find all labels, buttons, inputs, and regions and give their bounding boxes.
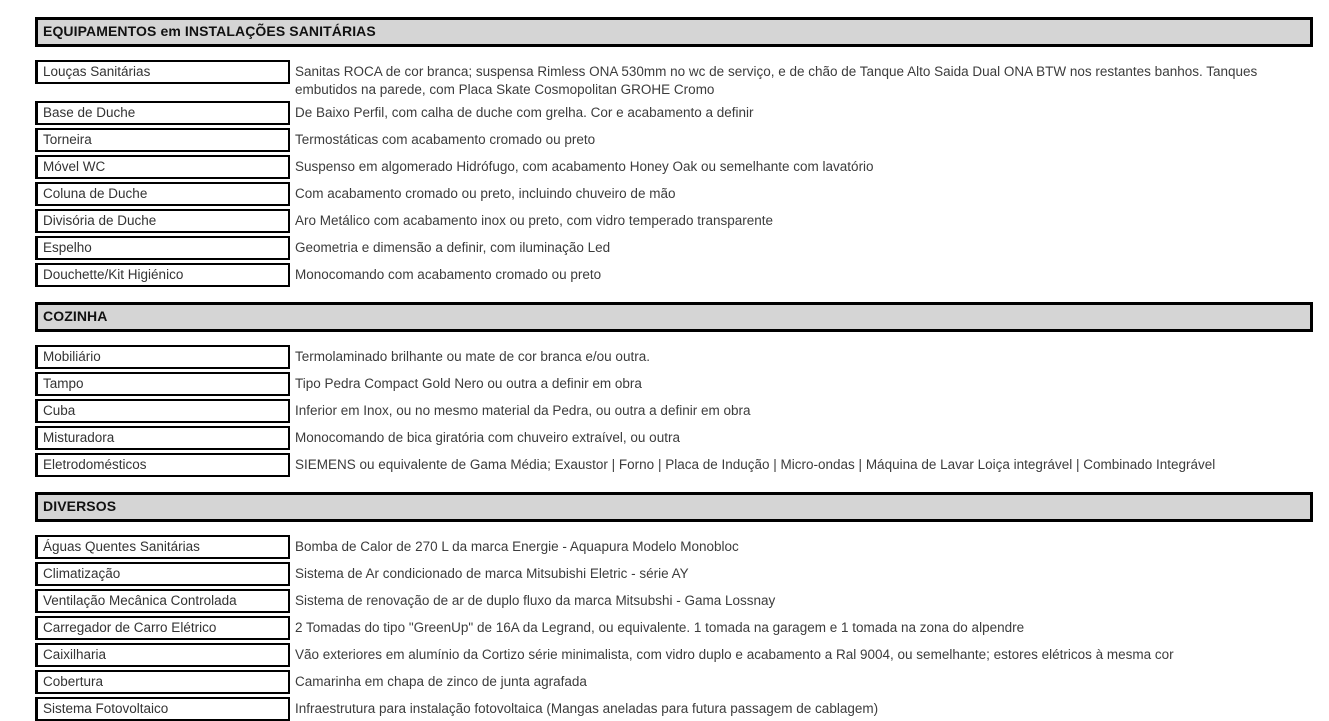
row-label: Divisória de Duche xyxy=(35,209,290,233)
row-description: Monocomando de bica giratória com chuveiro extraível, ou outra xyxy=(295,430,680,445)
section-title: EQUIPAMENTOS em INSTALAÇÕES SANITÁRIAS xyxy=(43,23,376,39)
row-label: Sistema Fotovoltaico xyxy=(35,697,290,721)
row-description: SIEMENS ou equivalente de Gama Média; Exaustor | Forno | Placa de Indução | Micro-ondas | Máquina de Lavar Loiça integrável | Combinado Integrável xyxy=(295,457,1216,472)
section-header xyxy=(35,302,1313,332)
table-row xyxy=(35,345,1313,369)
row-label: Ventilação Mecânica Controlada xyxy=(35,589,290,613)
row-description: Monocomando com acabamento cromado ou preto xyxy=(295,267,602,282)
row-description: Tipo Pedra Compact Gold Nero ou outra a definir em obra xyxy=(295,376,642,391)
row-description: Sistema de Ar condicionado de marca Mitsubishi Eletric - série AY xyxy=(295,566,689,581)
row-description: Suspenso em algomerado Hidrófugo, com acabamento Honey Oak ou semelhante com lavatório xyxy=(295,159,874,174)
table-row xyxy=(35,453,1313,477)
row-label: Eletrodomésticos xyxy=(35,453,290,477)
row-label: Carregador de Carro Elétrico xyxy=(35,616,290,640)
row-label: Douchette/Kit Higiénico xyxy=(35,263,290,287)
row-description: 2 Tomadas do tipo "GreenUp" de 16A da Legrand, ou equivalente. 1 tomada na garagem e 1 tomada na zona do alpendre xyxy=(295,620,1025,635)
row-label: Mobiliário xyxy=(35,345,290,369)
section xyxy=(35,17,1313,287)
table-row xyxy=(35,643,1313,667)
section-title: DIVERSOS xyxy=(43,498,117,514)
table-row xyxy=(35,562,1313,586)
section xyxy=(35,492,1313,721)
table-row xyxy=(35,372,1313,396)
table-row xyxy=(35,589,1313,613)
table-row xyxy=(35,670,1313,694)
row-label: Caixilharia xyxy=(35,643,290,667)
row-description: De Baixo Perfil, com calha de duche com grelha. Cor e acabamento a definir xyxy=(295,105,754,120)
row-label: Espelho xyxy=(35,236,290,260)
row-label: Águas Quentes Sanitárias xyxy=(35,535,290,559)
row-description: Com acabamento cromado ou preto, incluindo chuveiro de mão xyxy=(295,186,676,201)
row-label: Cuba xyxy=(35,399,290,423)
row-label: Coluna de Duche xyxy=(35,182,290,206)
row-description: Infraestrutura para instalação fotovoltaica (Mangas aneladas para futura passagem de cablagem) xyxy=(295,701,879,716)
row-description: Geometria e dimensão a definir, com iluminação Led xyxy=(295,240,611,255)
table-row xyxy=(35,60,1313,98)
row-description: Aro Metálico com acabamento inox ou preto, com vidro temperado transparente xyxy=(295,213,773,228)
row-description: Vão exteriores em alumínio da Cortizo série minimalista, com vidro duplo e acabamento a Ral 9004, ou semelhante; estores elétricos à mesma cor xyxy=(295,647,1174,662)
row-label: Cobertura xyxy=(35,670,290,694)
row-label: Louças Sanitárias xyxy=(35,60,290,84)
table-row xyxy=(35,535,1313,559)
row-description: Bomba de Calor de 270 L da marca Energie - Aquapura Modelo Monobloc xyxy=(295,539,739,554)
table-row xyxy=(35,263,1313,287)
row-description: Camarinha em chapa de zinco de junta agrafada xyxy=(295,674,587,689)
table-row xyxy=(35,128,1313,152)
section xyxy=(35,302,1313,477)
table-row xyxy=(35,426,1313,450)
table-row xyxy=(35,155,1313,179)
row-description: Termostáticas com acabamento cromado ou preto xyxy=(295,132,596,147)
row-label: Climatização xyxy=(35,562,290,586)
table-row xyxy=(35,697,1313,721)
row-label: Tampo xyxy=(35,372,290,396)
section-header xyxy=(35,17,1313,47)
row-label: Torneira xyxy=(35,128,290,152)
table-row xyxy=(35,209,1313,233)
table-row xyxy=(35,399,1313,423)
table-row xyxy=(35,182,1313,206)
row-label: Móvel WC xyxy=(35,155,290,179)
row-label: Misturadora xyxy=(35,426,290,450)
table-row xyxy=(35,101,1313,125)
section-title: COZINHA xyxy=(43,308,108,324)
section-header xyxy=(35,492,1313,522)
table-row xyxy=(35,236,1313,260)
row-description: Inferior em Inox, ou no mesmo material da Pedra, ou outra a definir em obra xyxy=(295,403,751,418)
row-description: Sanitas ROCA de cor branca; suspensa Rimless ONA 530mm no wc de serviço, e de chão de Tanque Alto Saida Dual ONA BTW nos restantes banhos. Tanques embutidos na parede, com Placa Skate Cosmopolitan GROHE Cromo xyxy=(295,64,1258,97)
row-label: Base de Duche xyxy=(35,101,290,125)
row-description: Sistema de renovação de ar de duplo fluxo da marca Mitsubshi - Gama Lossnay xyxy=(295,593,776,608)
table-row xyxy=(35,616,1313,640)
row-description: Termolaminado brilhante ou mate de cor branca e/ou outra. xyxy=(295,349,650,364)
